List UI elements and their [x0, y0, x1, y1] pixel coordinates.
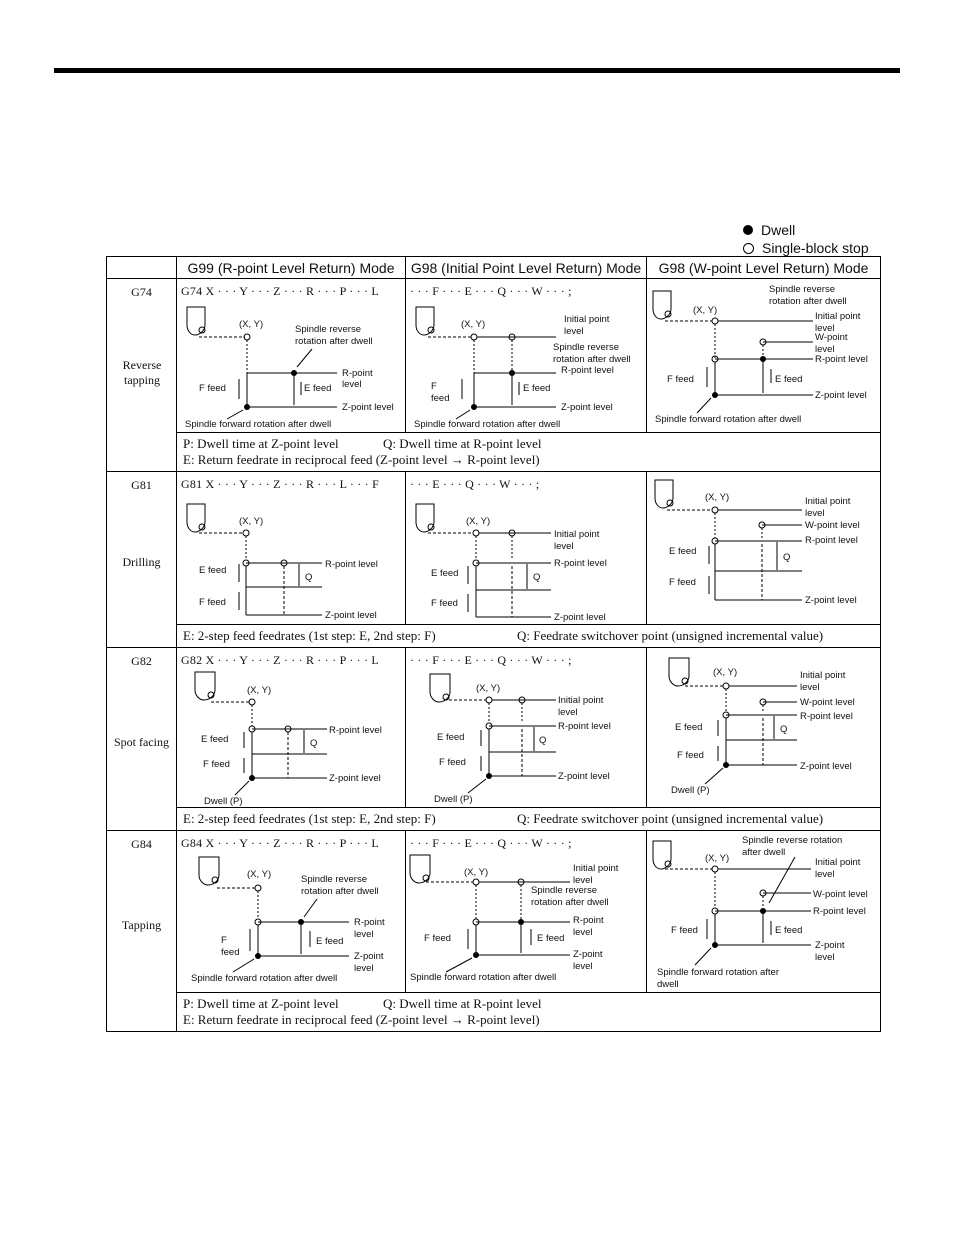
diagram-label: Dwell (P) — [204, 796, 243, 807]
syntax-g98: · · · E · · · Q · · · W · · · ; — [410, 477, 540, 491]
diagram-label: E feed — [199, 565, 227, 576]
syntax-g98: · · · F · · · E · · · Q · · · W · · · ; — [410, 284, 572, 298]
diagram-label: Q — [533, 572, 541, 583]
diagram-label: F feed — [667, 374, 694, 385]
diagram-label: feed — [221, 947, 240, 958]
single-block-stop-icon — [249, 699, 255, 705]
diagram-g82-g99 — [177, 648, 406, 808]
diagram-label: level — [564, 326, 584, 337]
diagram-g74-g98-w — [647, 279, 881, 433]
notes-cell-g84: P: Dwell time at Z-point level Q: Dwell time at R-point level E: Return feedrate in reciprocal feed (Z-point level → R-point level) — [177, 993, 881, 1032]
diagram-label: W-point level — [813, 889, 868, 900]
tool-icon — [187, 504, 205, 532]
diagram-label: (X, Y) — [705, 492, 730, 503]
header-blank — [107, 257, 177, 279]
cycle-diagram — [647, 648, 881, 808]
diagram-label: Initial point — [815, 311, 861, 322]
cycle-diagram — [177, 648, 406, 808]
diagram-label: Q — [780, 724, 788, 735]
diagram-label: E feed — [775, 925, 803, 936]
diagram-label: Dwell (P) — [434, 794, 473, 805]
diagram-label: (X, Y) — [466, 516, 491, 527]
diagram-label: level — [805, 508, 825, 519]
tool-icon — [187, 307, 205, 335]
diagram-label: Spindle reverse — [769, 284, 836, 295]
diagram-g84-g99 — [177, 831, 406, 993]
tool-icon — [430, 674, 450, 702]
diagram-label: Spindle forward rotation after dwell — [414, 419, 561, 430]
feed-path-line — [468, 779, 486, 793]
cycle-diagram — [177, 831, 406, 993]
diagram-g82-g98-w — [647, 648, 881, 808]
tool-icon — [199, 857, 219, 885]
diagram-g81-g99 — [177, 472, 406, 625]
diagram-label: level — [800, 682, 820, 693]
diagram-label: Z-point level — [558, 771, 610, 782]
diagram-label: level — [573, 961, 593, 972]
feed-path-line — [697, 398, 711, 413]
syntax-g82: G82 X · · · Y · · · Z · · · R · · · P · · · L — [181, 653, 379, 667]
diagram-label: F feed — [669, 577, 696, 588]
dwell-icon — [291, 370, 297, 376]
diagram-label: Initial point — [554, 529, 600, 540]
notes-g74 — [107, 433, 881, 472]
diagram-label: (X, Y) — [247, 869, 272, 880]
single-block-stop-circle-icon — [743, 243, 754, 254]
feed-path-line — [456, 410, 470, 419]
diagram-label: after dwell — [742, 847, 786, 858]
dwell-icon — [518, 919, 524, 925]
feed-path-line — [695, 948, 711, 965]
diagram-label: Initial point — [564, 314, 610, 325]
cycle-diagram — [647, 472, 881, 625]
dwell-icon — [249, 775, 255, 781]
diagram-label: R-point level — [558, 721, 611, 732]
diagram-label: E feed — [437, 732, 465, 743]
dwell-icon — [760, 356, 766, 362]
diagram-label: R-point level — [815, 354, 868, 365]
diagram-label: Spindle forward rotation after dwell — [410, 972, 557, 983]
dwell-icon — [712, 942, 718, 948]
diagram-label: E feed — [431, 568, 459, 579]
diagram-label: Q — [539, 735, 547, 746]
dwell-icon — [473, 952, 479, 958]
diagram-label: F — [431, 381, 437, 392]
notes-g81 — [107, 625, 881, 648]
diagram-label: level — [558, 707, 578, 718]
diagram-label: R-point level — [800, 711, 853, 722]
diagram-label: (X, Y) — [713, 667, 738, 678]
tool-icon — [430, 674, 450, 702]
diagram-label: W-point level — [800, 697, 855, 708]
cycle-diagram — [647, 279, 881, 433]
notes-cell-g74: P: Dwell time at Z-point level Q: Dwell time at R-point level E: Return feedrate in reciprocal feed (Z-point level → R-point level) — [177, 433, 881, 472]
diagram-label: R-point level — [805, 535, 858, 546]
diagram-label: E feed — [775, 374, 803, 385]
diagram-g74-g98-initial — [406, 279, 647, 433]
diagram-label: W-point level — [805, 520, 860, 531]
cycle-diagram — [406, 472, 647, 625]
tool-icon — [410, 855, 430, 883]
diagram-label: Initial point — [558, 695, 604, 706]
diagram-label: Z-point level — [800, 761, 852, 772]
diagram-label: (X, Y) — [476, 683, 501, 694]
diagram-label: rotation after dwell — [301, 886, 379, 897]
dwell-icon — [486, 773, 492, 779]
notes-cell-g82: E: 2-step feed feedrates (1st step: E, 2nd step: F) Q: Feedrate switchover point (unsigned incremental value) — [177, 808, 881, 831]
diagram-label: W-point — [815, 332, 848, 343]
notes-cell-g81: E: 2-step feed feedrates (1st step: E, 2nd step: F) Q: Feedrate switchover point (unsigned incremental value) — [177, 625, 881, 648]
diagram-label: F feed — [439, 757, 466, 768]
diagram-label: Z-point level — [561, 402, 613, 413]
header-g98-w: G98 (W-point Level Return) Mode — [647, 257, 881, 279]
diagram-label: Spindle forward rotation after dwell — [191, 973, 338, 984]
tool-icon — [416, 504, 434, 532]
legend-single-block-stop: Single-block stop — [743, 239, 869, 257]
diagram-label: Initial point — [573, 863, 619, 874]
tool-icon — [416, 307, 434, 335]
feed-path-line — [705, 768, 723, 784]
diagram-label: Spindle forward rotation after — [657, 967, 779, 978]
diagram-label: (X, Y) — [247, 685, 272, 696]
tool-icon — [669, 658, 689, 686]
diagram-label: Spindle reverse — [301, 874, 368, 885]
tool-icon — [199, 857, 219, 885]
diagram-label: R-point level — [329, 725, 382, 736]
diagram-label: Initial point — [805, 496, 851, 507]
tool-icon — [187, 504, 205, 532]
tool-icon — [655, 480, 673, 508]
cycle-diagram — [177, 279, 406, 433]
diagram-label: Initial point — [800, 670, 846, 681]
diagram-label: Z-point level — [325, 610, 377, 621]
single-block-stop-icon — [473, 879, 479, 885]
dwell-icon — [760, 908, 766, 914]
diagram-label: R-point level — [325, 559, 378, 570]
diagram-label: Spindle reverse — [531, 885, 598, 896]
code-cell-g82: G82 Spot facing — [107, 648, 177, 831]
tool-icon — [653, 291, 671, 319]
diagram-label: rotation after dwell — [553, 354, 631, 365]
diagram-label: Z-point level — [805, 595, 857, 606]
diagram-g81-g98-w — [647, 472, 881, 625]
diagram-label: F feed — [199, 383, 226, 394]
syntax-g81: G81 X · · · Y · · · Z · · · R · · · L · · · F — [181, 477, 379, 491]
diagram-label: Z-point — [815, 940, 845, 951]
diagram-label: F — [221, 935, 227, 946]
diagram-label: E feed — [201, 734, 229, 745]
diagram-label: F feed — [424, 933, 451, 944]
cycle-diagram — [406, 279, 647, 433]
diagram-label: (X, Y) — [705, 853, 730, 864]
diagram-label: level — [342, 379, 362, 390]
tool-icon — [653, 841, 671, 869]
diagram-label: Z-point level — [554, 612, 606, 623]
tool-icon — [410, 855, 430, 883]
diagram-label: R-point — [342, 368, 373, 379]
syntax-g98: · · · F · · · E · · · Q · · · W · · · ; — [410, 836, 572, 850]
diagram-label: Z-point level — [815, 390, 867, 401]
single-block-stop-icon — [255, 885, 261, 891]
diagram-g81-g98-initial — [406, 472, 647, 625]
single-block-stop-icon — [473, 530, 479, 536]
header-g98-initial: G98 (Initial Point Level Return) Mode — [406, 257, 647, 279]
fixed-cycle-table — [106, 256, 881, 1032]
diagram-label: Spindle reverse — [553, 342, 620, 353]
tool-icon — [653, 841, 671, 869]
cycle-diagram — [406, 648, 647, 808]
feed-path-line — [235, 781, 249, 795]
feed-path-line — [233, 959, 254, 972]
notes-g82 — [107, 808, 881, 831]
diagram-label: Q — [783, 552, 791, 563]
diagram-label: level — [815, 869, 835, 880]
syntax-g84: G84 X · · · Y · · · Z · · · R · · · P · · · L — [181, 836, 379, 850]
diagram-label: R-point — [354, 917, 385, 928]
diagram-label: F feed — [671, 925, 698, 936]
diagram-label: feed — [431, 393, 450, 404]
header-g99: G99 (R-point Level Return) Mode — [177, 257, 406, 279]
diagram-label: dwell — [657, 979, 679, 990]
feed-path-line — [304, 899, 317, 917]
dwell-dot-icon — [743, 225, 753, 235]
tool-icon — [416, 307, 434, 335]
diagram-label: Q — [305, 572, 313, 583]
tool-icon — [195, 672, 215, 700]
diagram-label: Z-point — [354, 951, 384, 962]
diagram-label: E feed — [316, 936, 344, 947]
diagram-label: E feed — [669, 546, 697, 557]
diagram-label: E feed — [675, 722, 703, 733]
diagram-label: F feed — [431, 598, 458, 609]
row-g81 — [107, 472, 881, 625]
diagram-label: level — [573, 927, 593, 938]
code-cell-g74: G74 Reverse tapping — [107, 279, 177, 472]
diagram-label: E feed — [523, 383, 551, 394]
diagram-label: Q — [310, 738, 318, 749]
cycle-diagram — [177, 472, 406, 625]
feed-path-line — [769, 857, 795, 903]
top-rule — [54, 68, 900, 73]
single-block-stop-icon — [712, 507, 718, 513]
legend-dwell: Dwell — [743, 221, 869, 239]
diagram-label: F feed — [203, 759, 230, 770]
single-block-stop-icon — [712, 318, 718, 324]
row-g82 — [107, 648, 881, 808]
diagram-label: Dwell (P) — [671, 785, 710, 796]
cycle-diagram — [647, 831, 881, 993]
feed-path-line — [227, 410, 243, 419]
diagram-label: F feed — [199, 597, 226, 608]
dwell-icon — [255, 953, 261, 959]
diagram-label: (X, Y) — [239, 319, 264, 330]
diagram-g82-g98-initial — [406, 648, 647, 808]
diagram-label: (X, Y) — [461, 319, 486, 330]
diagram-label: Spindle forward rotation after dwell — [185, 419, 332, 430]
diagram-label: E feed — [537, 933, 565, 944]
syntax-g74: G74 X · · · Y · · · Z · · · R · · · P · · · L — [181, 284, 379, 298]
diagram-label: Spindle reverse — [295, 324, 362, 335]
diagram-label: Z-point — [573, 949, 603, 960]
syntax-g98: · · · F · · · E · · · Q · · · W · · · ; — [410, 653, 572, 667]
feed-path-line — [297, 349, 312, 367]
row-g84 — [107, 831, 881, 993]
diagram-label: (X, Y) — [239, 516, 264, 527]
feed-path-line — [446, 958, 472, 972]
header-row — [107, 257, 881, 279]
legend — [743, 221, 869, 257]
single-block-stop-icon — [471, 334, 477, 340]
diagram-label: level — [573, 875, 593, 886]
single-block-stop-icon — [723, 683, 729, 689]
tool-icon — [655, 480, 673, 508]
code-cell-g84: G84 Tapping — [107, 831, 177, 1032]
diagram-label: Z-point level — [342, 402, 394, 413]
tool-icon — [653, 291, 671, 319]
tool-icon — [187, 307, 205, 335]
diagram-label: R-point level — [554, 558, 607, 569]
tool-icon — [669, 658, 689, 686]
notes-g84 — [107, 993, 881, 1032]
diagram-label: level — [354, 963, 374, 974]
diagram-label: R-point level — [813, 906, 866, 917]
code-cell-g81: G81 Drilling — [107, 472, 177, 648]
diagram-label: R-point level — [561, 365, 614, 376]
single-block-stop-icon — [486, 697, 492, 703]
single-block-stop-icon — [243, 530, 249, 536]
diagram-label: E feed — [304, 383, 332, 394]
cycle-diagram — [406, 831, 647, 993]
single-block-stop-icon — [712, 866, 718, 872]
diagram-label: (X, Y) — [693, 305, 718, 316]
diagram-label: rotation after dwell — [295, 336, 373, 347]
diagram-g74-g99 — [177, 279, 406, 433]
tool-icon — [195, 672, 215, 700]
diagram-label: Spindle forward rotation after dwell — [655, 414, 802, 425]
dwell-icon — [723, 762, 729, 768]
diagram-label: rotation after dwell — [769, 296, 847, 307]
diagram-label: F feed — [677, 750, 704, 761]
diagram-label: level — [815, 344, 835, 355]
diagram-label: R-point — [573, 915, 604, 926]
diagram-label: level — [354, 929, 374, 940]
diagram-g84-g98-w — [647, 831, 881, 993]
diagram-label: level — [815, 323, 835, 334]
diagram-label: Spindle reverse rotation — [742, 835, 843, 846]
diagram-label: Initial point — [815, 857, 861, 868]
tool-icon — [416, 504, 434, 532]
diagram-label: level — [815, 952, 835, 963]
row-g74 — [107, 279, 881, 433]
diagram-label: (X, Y) — [464, 867, 489, 878]
diagram-g84-g98-initial — [406, 831, 647, 993]
dwell-icon — [298, 919, 304, 925]
diagram-label: level — [554, 541, 574, 552]
dwell-icon — [509, 370, 515, 376]
diagram-label: rotation after dwell — [531, 897, 609, 908]
diagram-label: Z-point level — [329, 773, 381, 784]
